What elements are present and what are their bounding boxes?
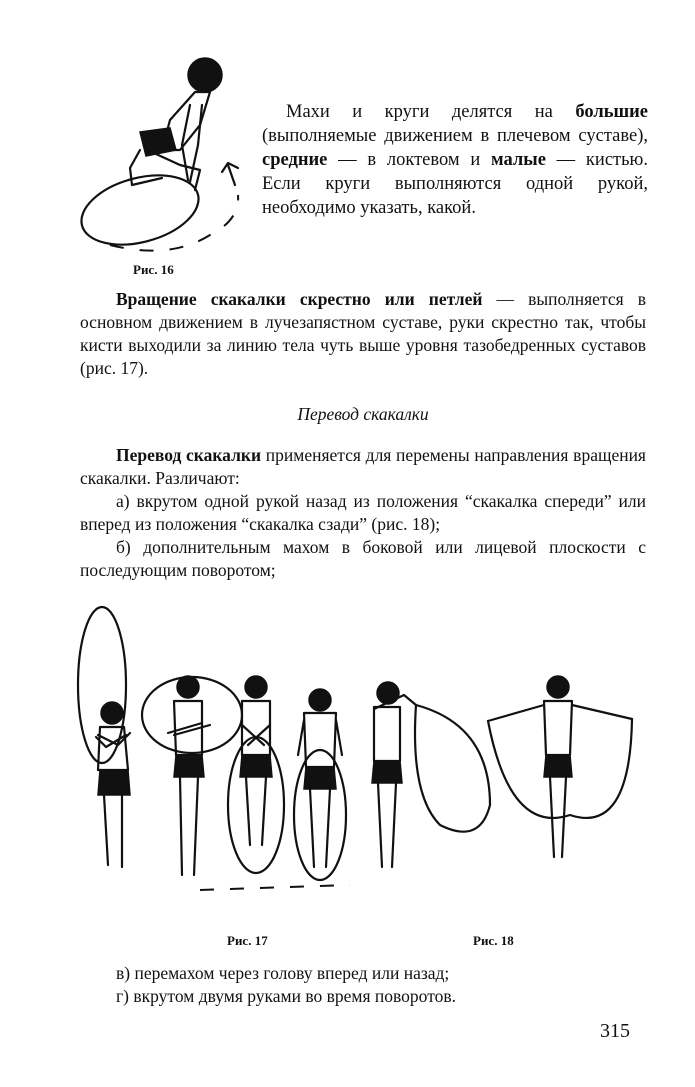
item-d: г) вкрутом двумя руками во время поворотов. [116,986,457,1006]
intro-text-1: Махи и круги делятся на [286,102,576,122]
fig16-shorts [140,128,176,156]
transfer-item-b: б) дополнительным махом в боковой или лицевой плоскости с последующим поворотом; [80,537,646,580]
item-c: в) перемахом через голову вперед или назад; [116,963,450,983]
fig18-caption: Рис. 18 [473,933,514,948]
rotation-bold: Вращение скакалки скрестно или петлей [116,289,483,309]
intro-text-2: (выполняемые движением в плечевом суставе), [262,126,648,146]
rotation-paragraph [80,288,646,380]
fig16-head [188,58,222,92]
fig17-dash-line [200,885,350,890]
fig17-figure-2 [142,676,242,875]
fig17-figure-3 [228,676,284,873]
section-title: Перевод скакалки [297,404,429,424]
intro-bold-medium: средние [262,150,328,170]
fig17-figure-1 [78,607,130,867]
figures-17-18-illustration [70,605,670,905]
fig18-figure-6 [488,676,632,857]
rotation-text: — выполняется в основном движением в лучезапястном суставе, руки скрестно так, чтобы кисти выходили за линию тела чуть выше уровня тазобедренных суставов (рис. 17). [80,289,646,378]
fig16-rope-loop [74,164,206,257]
transfer-paragraph [80,444,646,582]
items-c-d [80,962,646,1008]
transfer-bold: Перевод скакалки [116,445,262,465]
fig16-caption: Рис. 16 [133,262,174,277]
intro-bold-large: большие [575,102,648,122]
intro-text-3: — в локтевом и [327,150,491,170]
transfer-item-a: а) вкрутом одной рукой назад из положения “скакалка спереди” или вперед из положения “скакалка сзади” (рис. 18); [80,491,646,534]
intro-bold-small: малые [491,150,546,170]
fig17-figure-4 [294,689,346,880]
page-number: 315 [600,1020,630,1042]
intro-paragraph [262,100,648,220]
fig17-caption: Рис. 17 [227,933,268,948]
fig16-arrow [222,163,238,185]
transfer-text: применяется для перемены направления вращения скакалки. Различают: [80,445,646,488]
fig18-figure-5 [372,682,490,867]
intro-text-4: — кистью. Если круги выполняются одной рукой, необходимо указать, какой. [262,150,648,218]
fig16-motion-path [110,195,238,251]
